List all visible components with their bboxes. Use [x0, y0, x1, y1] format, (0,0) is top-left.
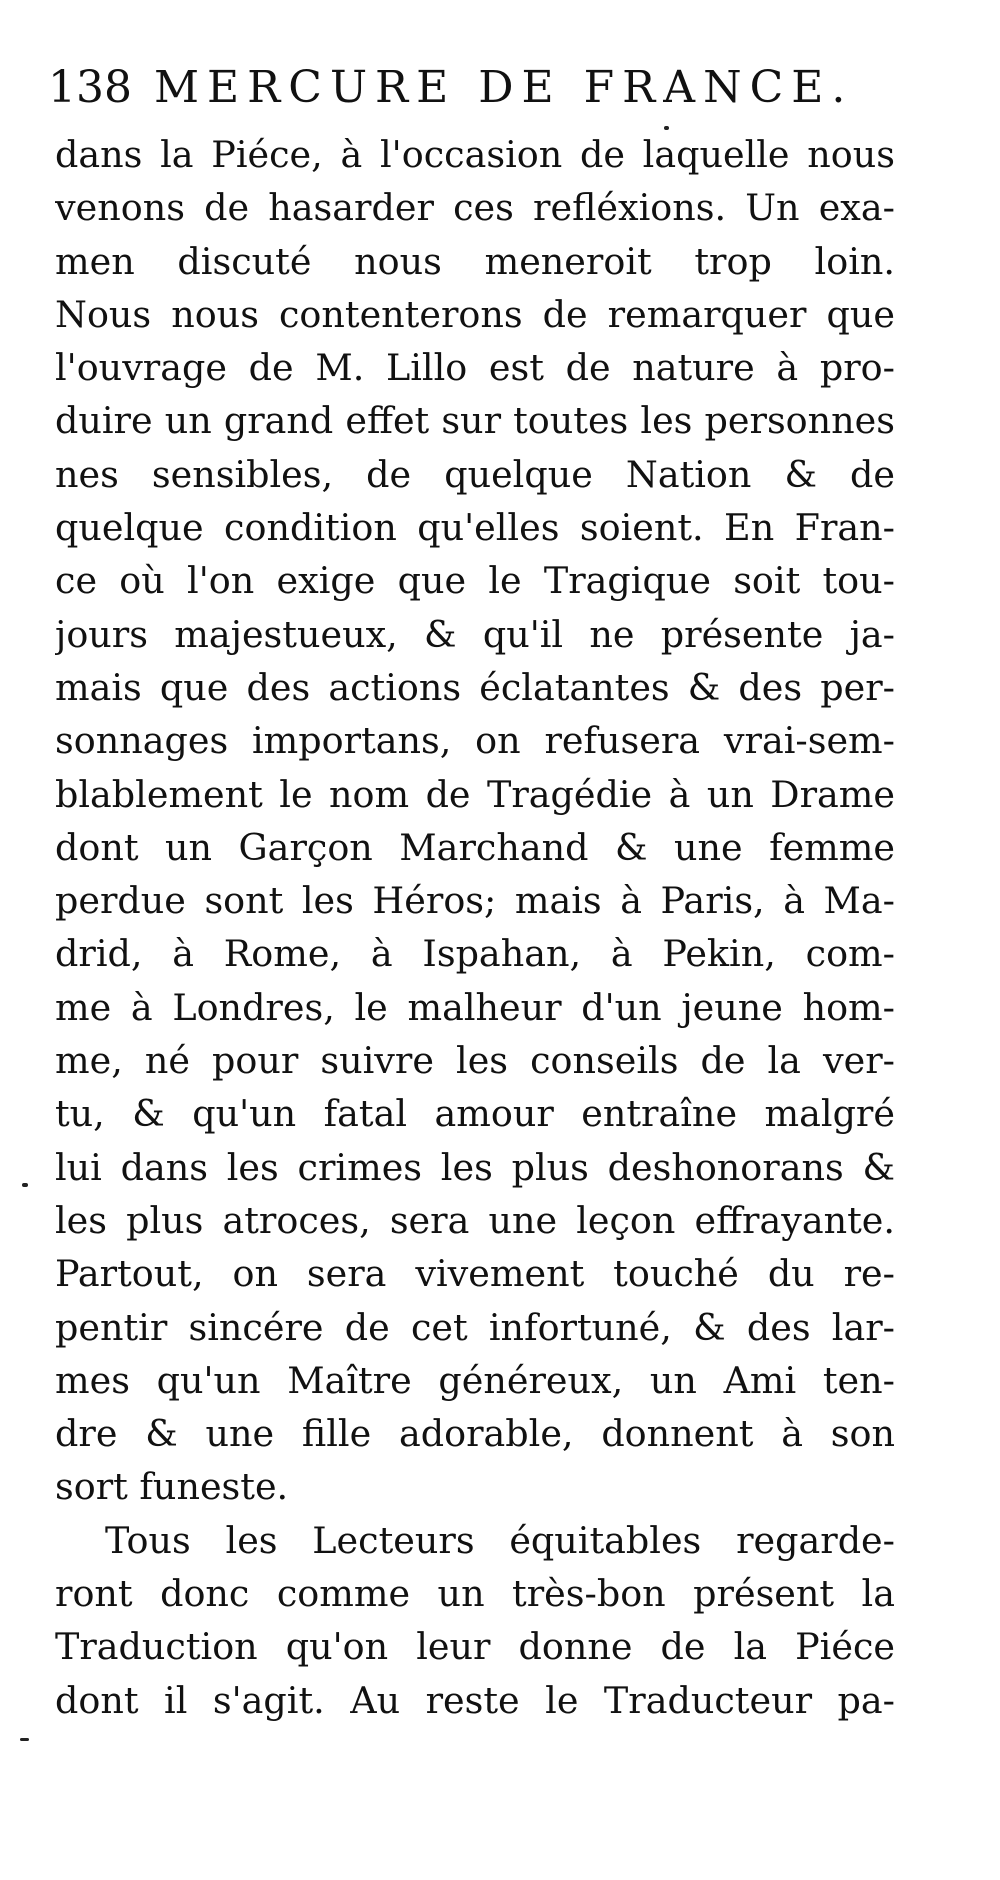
text-line: men discuté nous meneroit trop loin.: [55, 239, 895, 283]
text-line: mes qu'un Maître généreux, un Ami ten-: [55, 1358, 895, 1402]
text-line: Nous nous contenterons de remarquer que: [55, 292, 895, 336]
text-line: Partout, on sera vivement touché du re-: [55, 1252, 895, 1296]
text-line: dans la Piéce, à l'occasion de laquelle nous: [55, 133, 895, 176]
text-line: mais que des actions éclatantes & des per-: [55, 665, 895, 709]
text-line: me à Londres, le malheur d'un jeune hom-: [55, 985, 895, 1029]
ink-speck: [664, 126, 669, 130]
text-line: ront donc comme un très-bon présent la: [55, 1572, 895, 1616]
text-line: quelque condition qu'elles soient. En Fran-: [55, 506, 895, 550]
running-head: [48, 58, 948, 118]
text-line: sonnages importans, on refusera vrai-sem-: [55, 719, 895, 763]
text-line: venons de hasarder ces refléxions. Un exa-: [55, 186, 895, 230]
text-line: duire un grand effet sur toutes les personnes: [55, 399, 895, 443]
text-line: l'ouvrage de M. Lillo est de nature à pro-: [55, 346, 895, 390]
text-line: me, né pour suivre les conseils de la ver-: [55, 1039, 895, 1083]
text-line: nes sensibles, de quelque Nation & de: [55, 452, 895, 496]
text-line: perdue sont les Héros; mais à Paris, à Ma-: [55, 879, 895, 923]
text-line: blablement le nom de Tragédie à un Drame: [55, 772, 895, 816]
text-line: dont un Garçon Marchand & une femme: [55, 825, 895, 869]
text-line: pentir sincére de cet infortuné, & des lar-: [55, 1305, 895, 1349]
text-line-paragraph-end: sort funeste.: [55, 1465, 289, 1509]
page-number: 138: [48, 62, 132, 113]
text-line: jours majestueux, & qu'il ne présente ja-: [55, 612, 895, 656]
text-line: lui dans les crimes les plus deshonorans &: [55, 1145, 895, 1189]
text-line: dre & une fille adorable, donnent à son: [55, 1412, 895, 1456]
journal-title: MERCURE DE FRANCE.: [153, 62, 854, 113]
text-line: Traduction qu'on leur donne de la Piéce: [55, 1625, 895, 1669]
ink-speck: [20, 1738, 29, 1741]
text-line: tu, & qu'un fatal amour entraîne malgré: [55, 1092, 895, 1136]
text-line: ce où l'on exige que le Tragique soit tou-: [55, 559, 895, 603]
text-line: dont il s'agit. Au reste le Traducteur pa-: [55, 1678, 895, 1722]
ink-speck: [22, 1183, 28, 1187]
text-line: les plus atroces, sera une leçon effrayante.: [55, 1198, 895, 1242]
text-line: drid, à Rome, à Ispahan, à Pekin, com-: [55, 932, 895, 976]
body-text: [55, 128, 895, 1727]
text-line-paragraph-start: Tous les Lecteurs équitables regarde-: [105, 1518, 895, 1562]
